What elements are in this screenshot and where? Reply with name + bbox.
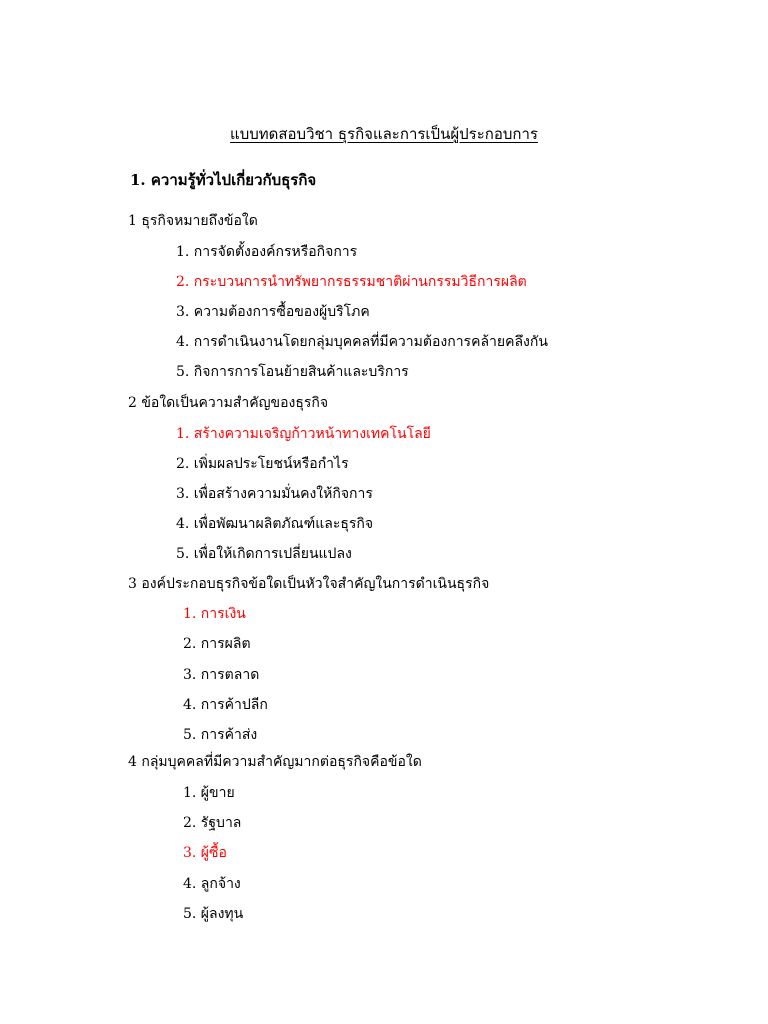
question-1: 1 ธุรกิจหมายถึงข้อใด [128, 213, 258, 229]
question-1-option-1: 1. การจัดตั้งองค์กรหรือกิจการ [176, 244, 358, 260]
question-1-option-3: 3. ความต้องการซื้อของผู้บริโภค [176, 304, 370, 320]
section-heading: 1. ความรู้ทั่วไปเกี่ยวกับธุรกิจ [130, 171, 317, 189]
question-3-option-3: 3. การตลาด [183, 667, 260, 683]
question-3: 3 องค์ประกอบธุรกิจข้อใดเป็นหัวใจสำคัญในการดำเนินธุรกิจ [128, 576, 490, 592]
question-1-option-2: 2. กระบวนการนำทรัพยากรธรรมชาติผ่านกรรมวิธีการผลิต [176, 274, 527, 290]
question-4-option-4: 4. ลูกจ้าง [183, 876, 241, 892]
question-4: 4 กลุ่มบุคคลที่มีความสำคัญมากต่อธุรกิจคือข้อใด [128, 754, 422, 770]
question-4-option-2: 2. รัฐบาล [183, 815, 242, 831]
page-title: แบบทดสอบวิชา ธุรกิจและการเป็นผู้ประกอบการ [230, 125, 538, 143]
question-4-option-1: 1. ผู้ขาย [183, 785, 235, 801]
question-1-option-5: 5. กิจการการโอนย้ายสินค้าและบริการ [176, 364, 409, 380]
question-2-option-3: 3. เพื่อสร้างความมั่นคงให้กิจการ [176, 486, 373, 502]
question-2-option-4: 4. เพื่อพัฒนาผลิตภัณฑ์และธุรกิจ [176, 516, 374, 532]
question-2-option-5: 5. เพื่อให้เกิดการเปลี่ยนแปลง [176, 546, 352, 562]
question-1-option-4: 4. การดำเนินงานโดยกลุ่มบุคคลที่มีความต้องการคล้ายคลึงกัน [176, 334, 548, 350]
question-2-option-2: 2. เพิ่มผลประโยชน์หรือกำไร [176, 456, 349, 472]
question-3-option-5: 5. การค้าส่ง [183, 727, 258, 743]
question-4-option-3: 3. ผู้ซื้อ [183, 845, 227, 861]
question-2-option-1: 1. สร้างความเจริญก้าวหน้าทางเทคโนโลยี [176, 426, 431, 442]
question-3-option-1: 1. การเงิน [183, 606, 246, 622]
question-3-option-2: 2. การผลิต [183, 636, 251, 652]
question-4-option-5: 5. ผู้ลงทุน [183, 906, 244, 922]
question-2: 2 ข้อใดเป็นความสำคัญของธุรกิจ [128, 395, 329, 411]
question-3-option-4: 4. การค้าปลีก [183, 697, 268, 713]
